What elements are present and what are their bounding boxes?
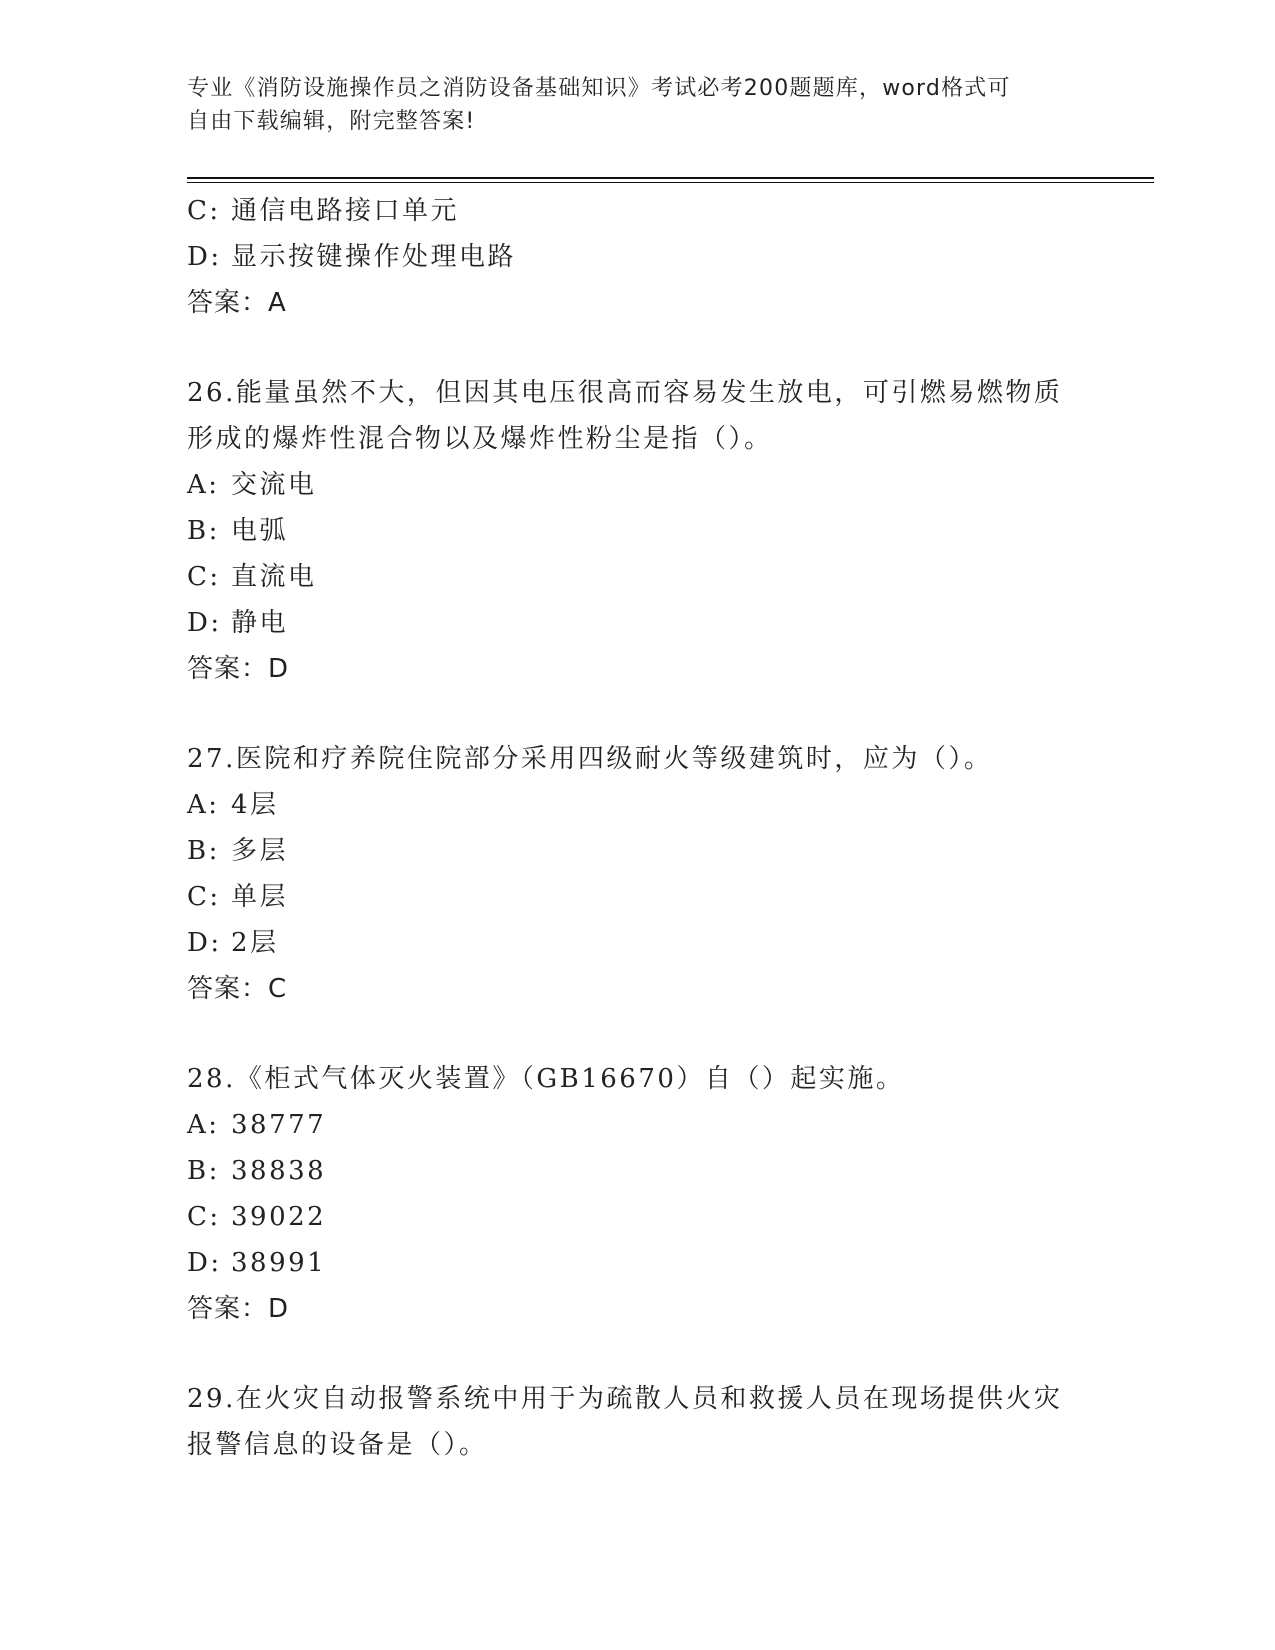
option-label: B:	[187, 516, 220, 546]
answer-line: 答案：D	[187, 1294, 290, 1324]
option-label: C:	[187, 1202, 221, 1232]
option-text: 39022	[231, 1202, 327, 1232]
option-label: A:	[187, 470, 220, 500]
question-27	[187, 736, 1087, 1012]
option-label: A:	[187, 1110, 220, 1140]
question-26	[187, 370, 1087, 692]
option-label: C:	[187, 196, 221, 226]
option-a	[187, 1102, 1087, 1148]
option-label: D:	[187, 928, 222, 958]
question-stem: 报警信息的设备是（）。	[187, 1430, 488, 1460]
option-c	[187, 554, 1087, 600]
option-d	[187, 600, 1087, 646]
option-b	[187, 1148, 1087, 1194]
question-stem: 形成的爆炸性混合物以及爆炸性粉尘是指（）。	[187, 424, 773, 454]
option-text: 静电	[231, 608, 289, 638]
option-c	[187, 1194, 1087, 1240]
option-label: D:	[187, 608, 222, 638]
option-b	[187, 828, 1087, 874]
option-text: 通信电路接口单元	[231, 196, 460, 226]
option-text: 多层	[231, 836, 289, 866]
option-text: 4层	[231, 790, 279, 820]
option-d	[187, 234, 1087, 280]
question-stem: 26.能量虽然不大，但因其电压很高而容易发生放电，可引燃易燃物质	[187, 378, 1063, 408]
header-divider-thin	[187, 182, 1154, 183]
question-stem: 28.《柜式气体灭火装置》（GB16670）自（）起实施。	[187, 1064, 905, 1094]
option-d	[187, 920, 1087, 966]
document-header	[187, 72, 1067, 138]
option-label: A:	[187, 790, 220, 820]
option-label: C:	[187, 562, 221, 592]
option-c	[187, 188, 1087, 234]
option-a	[187, 782, 1087, 828]
option-text: 直流电	[231, 562, 317, 592]
question-stem: 27.医院和疗养院住院部分采用四级耐火等级建筑时，应为（）。	[187, 744, 993, 774]
header-title-line-2: 自由下载编辑，附完整答案!	[187, 109, 476, 134]
question-stem: 29.在火灾自动报警系统中用于为疏散人员和救援人员在现场提供火灾	[187, 1384, 1063, 1414]
option-text: 38838	[231, 1156, 327, 1186]
option-a	[187, 462, 1087, 508]
question-25-continuation	[187, 188, 1087, 326]
question-28	[187, 1056, 1087, 1332]
option-c	[187, 874, 1087, 920]
option-label: B:	[187, 836, 220, 866]
header-divider-thick	[187, 177, 1154, 179]
option-text: 38991	[231, 1248, 327, 1278]
option-text: 显示按键操作处理电路	[231, 242, 517, 272]
option-text: 38777	[231, 1110, 327, 1140]
question-29	[187, 1376, 1087, 1468]
answer-line: 答案：A	[187, 288, 287, 318]
answer-line: 答案：C	[187, 974, 288, 1004]
option-label: D:	[187, 1248, 222, 1278]
answer-line: 答案：D	[187, 654, 290, 684]
option-d	[187, 1240, 1087, 1286]
option-text: 单层	[231, 882, 289, 912]
option-label: D:	[187, 242, 222, 272]
header-title-line-1: 专业《消防设施操作员之消防设备基础知识》考试必考200题题库，word格式可	[187, 76, 1011, 101]
option-label: B:	[187, 1156, 220, 1186]
option-text: 交流电	[231, 470, 317, 500]
question-list	[187, 188, 1087, 1468]
option-text: 电弧	[231, 516, 289, 546]
option-text: 2层	[231, 928, 279, 958]
option-b	[187, 508, 1087, 554]
option-label: C:	[187, 882, 221, 912]
